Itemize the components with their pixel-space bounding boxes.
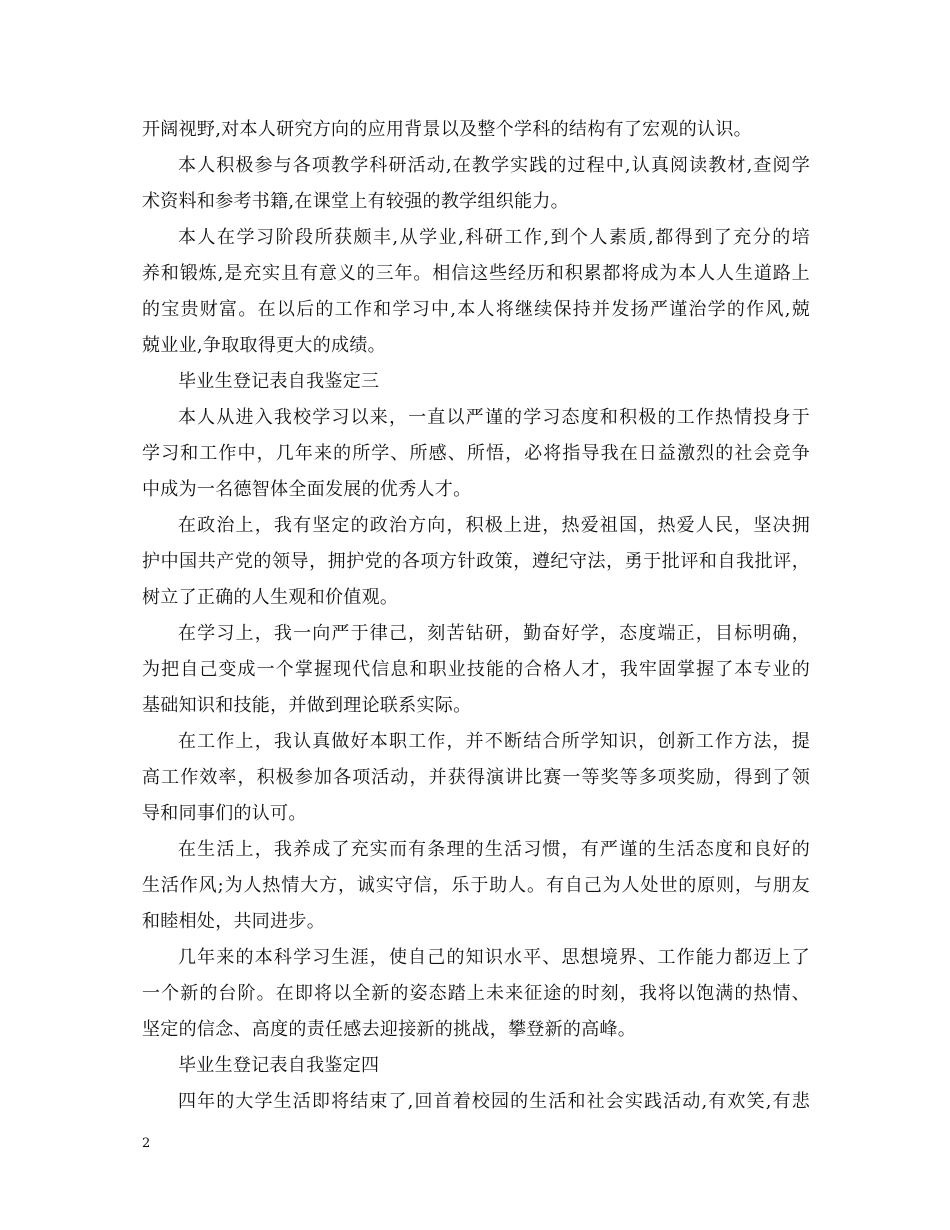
text-line: 坚定的信念、高度的责任感去迎接新的挑战，攀登新的高峰。 xyxy=(142,1019,637,1040)
text-line: 开阔视野,对本人研究方向的应用背景以及整个学科的结构有了宏观的认识。 xyxy=(142,119,752,140)
text-line: 一个新的台阶。在即将以全新的姿态踏上未来征途的时刻，我将以饱满的热情、 xyxy=(142,983,810,1004)
text-line: 在政治上，我有坚定的政治方向，积极上进，热爱祖国，热爱人民，坚决拥 xyxy=(178,515,810,536)
page-number: 2 xyxy=(142,1136,151,1151)
text-line: 本人积极参与各项教学科研活动,在教学实践的过程中,认真阅读教材,查阅学 xyxy=(178,155,810,176)
text-line: 四年的大学生活即将结束了,回首着校园的生活和社会实践活动,有欢笑,有悲 xyxy=(178,1091,810,1112)
text-line: 树立了正确的人生观和价值观。 xyxy=(142,587,399,608)
text-line: 和睦相处，共同进步。 xyxy=(142,911,325,932)
text-line: 中成为一名德智体全面发展的优秀人才。 xyxy=(142,479,472,500)
text-line: 的宝贵财富。在以后的工作和学习中,本人将继续保持并发扬严谨治学的作风,兢 xyxy=(142,299,810,320)
text-line: 生活作风;为人热情大方，诚实守信，乐于助人。有自己为人处世的原则，与朋友 xyxy=(142,875,810,896)
text-line: 在生活上，我养成了充实而有条理的生活习惯，有严谨的生活态度和良好的 xyxy=(178,839,810,860)
text-line: 几年来的本科学习生涯，使自己的知识水平、思想境界、工作能力都迈上了 xyxy=(178,947,810,968)
text-line: 护中国共产党的领导，拥护党的各项方针政策，遵纪守法，勇于批评和自我批评， xyxy=(142,551,810,572)
text-line: 基础知识和技能，并做到理论联系实际。 xyxy=(142,695,472,716)
section-heading: 毕业生登记表自我鉴定三 xyxy=(178,371,380,392)
text-line: 兢业业,争取取得更大的成绩。 xyxy=(142,335,386,356)
text-line: 在学习上，我一向严于律己，刻苦钻研，勤奋好学，态度端正，目标明确， xyxy=(178,623,810,644)
text-line: 在工作上，我认真做好本职工作，并不断结合所学知识，创新工作方法，提 xyxy=(178,731,810,752)
text-line: 养和锻炼,是充实且有意义的三年。相信这些经历和积累都将成为本人人生道路上 xyxy=(142,263,810,284)
text-line: 学习和工作中，几年来的所学、所感、所悟，必将指导我在日益激烈的社会竞争 xyxy=(142,443,810,464)
document-body xyxy=(142,112,810,1120)
text-line: 本人在学习阶段所获颇丰,从学业,科研工作,到个人素质,都得到了充分的培 xyxy=(178,227,810,248)
text-line: 为把自己变成一个掌握现代信息和职业技能的合格人才，我牢固掌握了本专业的 xyxy=(142,659,810,680)
text-line: 导和同事们的认可。 xyxy=(142,803,307,824)
section-heading: 毕业生登记表自我鉴定四 xyxy=(178,1055,380,1076)
text-line: 高工作效率，积极参加各项活动，并获得演讲比赛一等奖等多项奖励，得到了领 xyxy=(142,767,810,788)
text-line: 本人从进入我校学习以来，一直以严谨的学习态度和积极的工作热情投身于 xyxy=(178,407,810,428)
text-line: 术资料和参考书籍,在课堂上有较强的教学组织能力。 xyxy=(142,191,569,212)
